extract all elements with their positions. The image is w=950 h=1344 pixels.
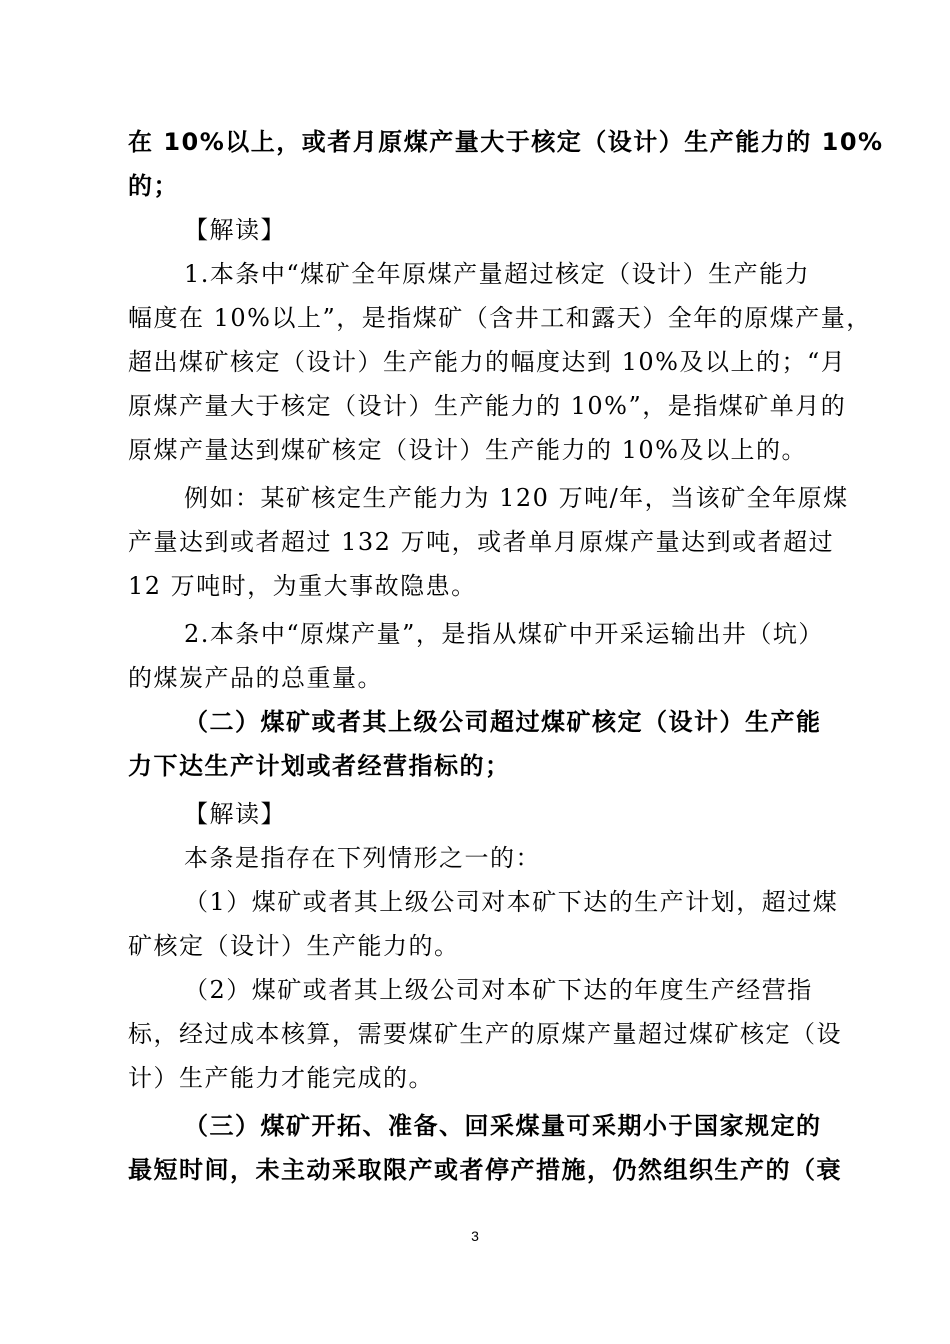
section-three-heading-line-2: 最短时间，未主动采取限产或者停产措施，仍然组织生产的（衰 xyxy=(128,1156,842,1184)
text-line-10: 产量达到或者超过 132 万吨，或者单月原煤产量达到或者超过 xyxy=(128,528,835,556)
interpretation-heading-1: 【解读】 xyxy=(184,216,286,244)
text-line-5: 幅度在 10%以上”，是指煤矿（含井工和露天）全年的原煤产量， xyxy=(128,304,872,332)
text-line-13: 的煤炭产品的总重量。 xyxy=(128,664,383,692)
section-three-heading-line-1: （三）煤矿开拓、准备、回采煤量可采期小于国家规定的 xyxy=(184,1112,822,1140)
text-line-12: 2.本条中“原煤产量”，是指从煤矿中开采运输出井（坑） xyxy=(184,620,824,648)
text-line-8: 原煤产量达到煤矿核定（设计）生产能力的 10%及以上的。 xyxy=(128,436,807,464)
text-line-2: 的； xyxy=(128,172,179,200)
text-line-17: 本条是指存在下列情形之一的： xyxy=(184,844,541,872)
text-line-18: （1）煤矿或者其上级公司对本矿下达的生产计划，超过煤 xyxy=(184,888,839,916)
text-line-11: 12 万吨时，为重大事故隐患。 xyxy=(128,572,477,600)
page-number: 3 xyxy=(471,1228,479,1244)
section-two-heading-line-2: 力下达生产计划或者经营指标的； xyxy=(128,752,511,780)
text-line-7: 原煤产量大于核定（设计）生产能力的 10%”，是指煤矿单月的 xyxy=(128,392,847,420)
text-line-9: 例如：某矿核定生产能力为 120 万吨/年，当该矿全年原煤 xyxy=(184,484,849,512)
text-line-20: （2）煤矿或者其上级公司对本矿下达的年度生产经营指 xyxy=(184,976,813,1004)
text-line-4: 1.本条中“煤矿全年原煤产量超过核定（设计）生产能力 xyxy=(184,260,811,288)
text-line-1: 在 10%以上，或者月原煤产量大于核定（设计）生产能力的 10% xyxy=(128,128,884,156)
text-line-6: 超出煤矿核定（设计）生产能力的幅度达到 10%及以上的；“月 xyxy=(128,348,847,376)
text-line-21: 标，经过成本核算，需要煤矿生产的原煤产量超过煤矿核定（设 xyxy=(128,1020,842,1048)
text-line-19: 矿核定（设计）生产能力的。 xyxy=(128,932,460,960)
text-line-22: 计）生产能力才能完成的。 xyxy=(128,1064,434,1092)
interpretation-heading-2: 【解读】 xyxy=(184,800,286,828)
section-two-heading-line-1: （二）煤矿或者其上级公司超过煤矿核定（设计）生产能 xyxy=(184,708,822,736)
